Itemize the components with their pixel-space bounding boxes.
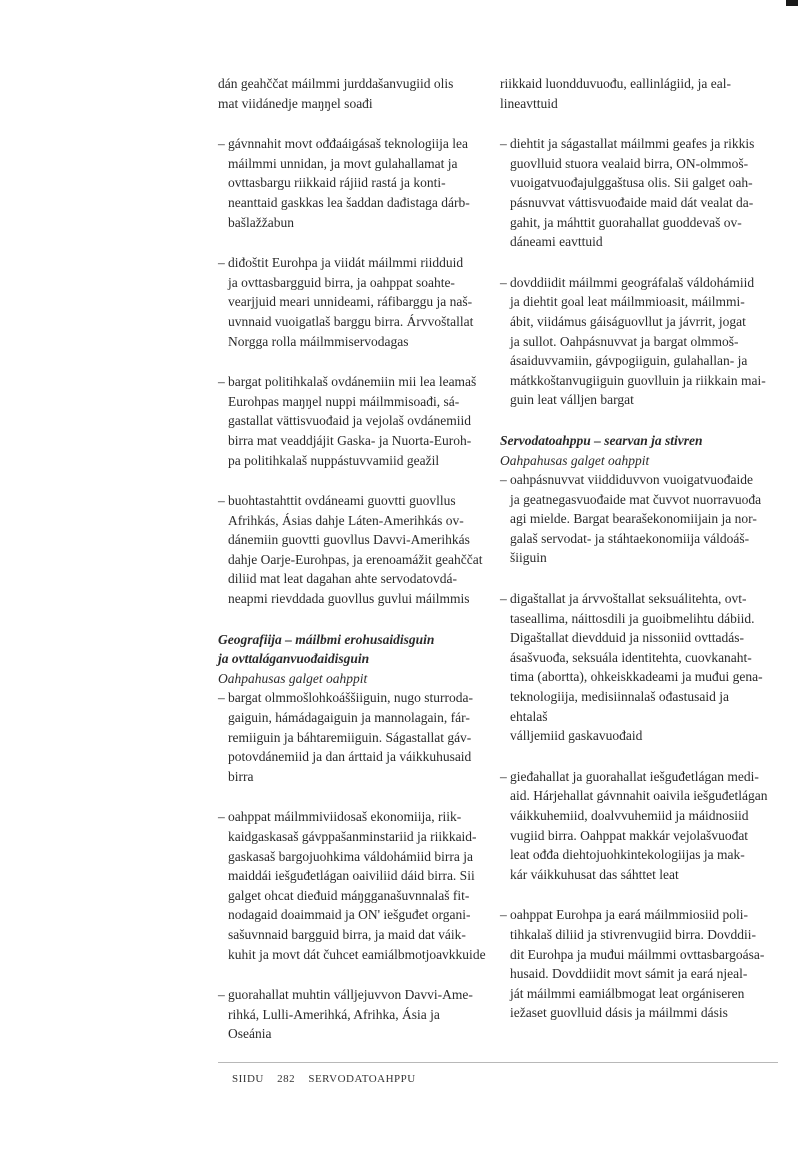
section-heading-geografiija: Geografiija – máilbmi erohusaidisguin ja ovttaláganvuođaidisguin	[218, 631, 435, 667]
list-item: – oahpásnuvvat viiddiduvvon vuoigatvuođaide ja geatnegasvuođaide mat čuvvot nuorravuođa agi mielde. Bargat bearašekonomiijain ja nor- galaš servodat- ja stáhtaekonomiija váldoáš- šiiguin	[500, 470, 768, 568]
section-heading-servodatoahppu: Servodatoahppu – searvan ja stivren	[500, 432, 703, 448]
page-number: 282	[277, 1073, 296, 1085]
left-column	[218, 74, 486, 1044]
page-edge-mark	[786, 0, 798, 6]
footer-divider	[218, 1062, 778, 1063]
list-item: – diehtit ja ságastallat máilmmi geafes ja rikkis guovlluid stuora vealaid birra, ON-olmmoš- vuoigatvuođajulggaštusa olis. Sii galget oah- pásnuvvat váttisvuođaide maid dát vealat da- gahit, ja máhttit guorahallat guoddevaš ov- dáneami eavttuid	[500, 134, 768, 252]
list-item: – buohtastahttit ovdáneami guovtti guovllus Afrihkás, Ásias dahje Láten-Amerihkás ov- dánemiin guovtti guovllus Davvi-Amerihkás dahje Oarje-Eurohpas, ja erenoamážit geahččat diliid mat leat dagahan ahte servodatovdá- neapmi rievddada guovllus guvlui máilmmis	[218, 491, 486, 609]
list-item: – gávnnahit movt ođđaáigásaš teknologiija lea máilmmi unnidan, ja movt gulahallamat ja ovttasbargu riikkaid rájiid rastá ja konti- neanttaid gaskkas lea šaddan dađistaga dárb- bašlažžabun	[218, 134, 486, 232]
list-item: – digaštallat ja árvvoštallat seksuálitehta, ovt- taseallima, náittosdili ja guoibmelihtu dábiid. Digaštallat dievdduid ja nissoniid ovttadás- ásašvuođa, seksuála identitehta, cuovkanaht- tima (abortta), ohkeiskkadeami ja muđui gena- teknologiija, medisiinnalaš ođastusaid ja ehtalaš válljemiid gaskavuođaid	[500, 589, 768, 746]
list-item: – bargat politihkalaš ovdánemiin mii lea leamaš Eurohpas maŋŋel nuppi máilmmisoađi, sá- gastallat vättisvuođaid ja vejolaš ovdánemiid birra mat veaddjájit Gaska- ja Nuorta-Euroh- pa politihkalaš nuppástuvvamiid geažil	[218, 372, 486, 470]
footer-section-title: SERVODATOAHPPU	[308, 1073, 416, 1085]
list-item: – diđoštit Eurohpa ja viidát máilmmi riidduid ja ovttasbargguid birra, ja oahppat soahte- vearjjuid meari unnideami, ráfibarggu ja naš- uvnnaid vuoigatlaš barggu birra. Árvvoštallat Norgga rolla máilmmiservodagas	[218, 253, 486, 351]
right-column	[500, 74, 768, 1023]
right-intro-text: riikkaid luondduvuođu, eallinlágiid, ja eal- lineavttuid	[500, 76, 731, 111]
list-item: – dovddiidit máilmmi geográfalaš váldohámiid ja diehtit goal leat máilmmioasit, máilmmi- ábit, viidámus gáiságuovllut ja jávrrit, jogat ja sullot. Oahpásnuvvat ja bargat olmmoš- ásaiduvvamiin, gávpogiiguin, gulahallan- ja mátkkoštanvugiiguin guovlluin ja riikkain mai- guin leat válljen bargat	[500, 273, 768, 410]
footer-label: SIIDU	[232, 1073, 264, 1085]
section-subheading: Oahpahusas galget oahppit	[500, 452, 650, 468]
left-intro-text: dán geahččat máilmmi jurddašanvugiid olis mat viidánedje maŋŋel soađi	[218, 76, 454, 111]
list-item: – bargat olmmošlohkoáššiiguin, nugo sturroda- gaiguin, hámádagaiguin ja mannolagain, fár- remiiguin ja báhtaremiiguin. Ságastallat gáv- potovdánemiid ja dan árttaid ja váikkuhusaid birra	[218, 688, 486, 786]
list-item: – oahppat máilmmiviidosaš ekonomiija, riik- kaidgaskasaš gávppašanminstariid ja riikkaid- gaskasaš bargojuohkima váldohámiid birra ja maiddái iešguđetlágan oaiviliid dáid birra. Sii galget ohcat dieđuid máŋgganašuvnnalaš fit- nodagaid doaimmaid ja ON' iešguđet organi- sašuvnnaid bargguid birra, ja maid dat váik- kuhit ja movt dát čuhcet eamiálbmotjoavkkuide	[218, 807, 486, 964]
page-footer	[232, 1073, 426, 1085]
list-item: – guorahallat muhtin válljejuvvon Davvi-Ame- rihká, Lulli-Amerihká, Afrihka, Ásia ja Oseánia	[218, 985, 486, 1044]
section-subheading: Oahpahusas galget oahppit	[218, 670, 368, 686]
list-item: – oahppat Eurohpa ja eará máilmmiosiid poli- tihkalaš diliid ja stivrenvugiid birra. Dovddii- dit Eurohpa ja muđui máilmmi ovttasbargoása- husaid. Dovddiidit movt sámit ja eará njeal- ját máilmmi eamiálbmogat leat orgániseren iežaset guovlluid dásis ja máilmmi dásis	[500, 905, 768, 1023]
list-item: – gieđahallat ja guorahallat iešguđetlágan medi- aid. Hárjehallat gávnnahit oaivila iešguđetlágan váikkuhemiid, doalvvuhemiid ja máidnosiid vugiid birra. Oahppat makkár vejolašvuođat leat ođđa diehtojuohkintekologiijas ja mak- kár váikkuhusat das sáhttet leat	[500, 767, 768, 885]
